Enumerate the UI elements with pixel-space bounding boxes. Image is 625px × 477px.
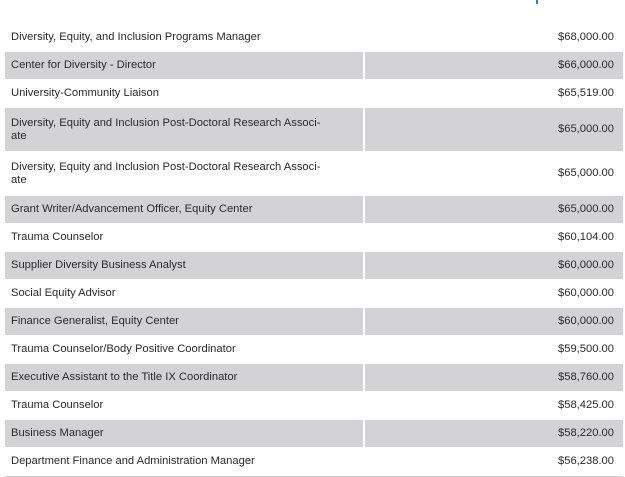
job-title-cell: University-Community Liaison	[5, 80, 363, 107]
salary-cell: $65,000.00	[365, 196, 623, 223]
job-title-cell: Supplier Diversity Business Analyst	[5, 252, 363, 279]
table-row	[5, 80, 623, 108]
table-row	[5, 24, 623, 52]
job-title-cell: Finance Generalist, Equity Center	[5, 308, 363, 335]
salary-cell: $58,220.00	[365, 420, 623, 447]
job-title-cell: Social Equity Advisor	[5, 280, 363, 307]
table-row	[5, 108, 623, 152]
table-row	[5, 392, 623, 420]
salary-cell: $60,104.00	[365, 224, 623, 251]
job-title-cell: Trauma Counselor	[5, 392, 363, 419]
salary-cell: $58,425.00	[365, 392, 623, 419]
job-title-cell: Grant Writer/Advancement Officer, Equity Center	[5, 196, 363, 223]
table-row	[5, 308, 623, 336]
salary-table	[5, 24, 623, 477]
table-row	[5, 252, 623, 280]
table-row	[5, 364, 623, 392]
job-title-cell: Business Manager	[5, 420, 363, 447]
salary-cell: $59,500.00	[365, 336, 623, 363]
salary-cell: $60,000.00	[365, 308, 623, 335]
job-title-cell: Diversity, Equity and Inclusion Post-Doctoral Research Associ- ate	[5, 108, 363, 151]
job-title-cell: Center for Diversity - Director	[5, 52, 363, 79]
table-row	[5, 152, 623, 196]
salary-cell: $66,000.00	[365, 52, 623, 79]
table-row	[5, 224, 623, 252]
salary-cell: $58,760.00	[365, 364, 623, 391]
job-title-cell: Diversity, Equity and Inclusion Post-Doctoral Research Associ- ate	[5, 152, 363, 195]
table-row	[5, 336, 623, 364]
table-row	[5, 420, 623, 448]
job-title-cell: Trauma Counselor/Body Positive Coordinator	[5, 336, 363, 363]
table-row	[5, 196, 623, 224]
corner-mark	[536, 0, 538, 4]
job-title-cell: Executive Assistant to the Title IX Coordinator	[5, 364, 363, 391]
job-title-cell: Diversity, Equity, and Inclusion Programs Manager	[5, 24, 363, 51]
job-title-cell: Trauma Counselor	[5, 224, 363, 251]
salary-cell: $65,000.00	[365, 152, 623, 195]
salary-cell: $65,519.00	[365, 80, 623, 107]
table-row	[5, 52, 623, 80]
salary-cell: $60,000.00	[365, 280, 623, 307]
salary-cell: $65,000.00	[365, 108, 623, 151]
table-row	[5, 280, 623, 308]
salary-cell: $56,238.00	[365, 448, 623, 475]
job-title-cell: Department Finance and Administration Manager	[5, 448, 363, 475]
salary-cell: $68,000.00	[365, 24, 623, 51]
salary-cell: $60,000.00	[365, 252, 623, 279]
